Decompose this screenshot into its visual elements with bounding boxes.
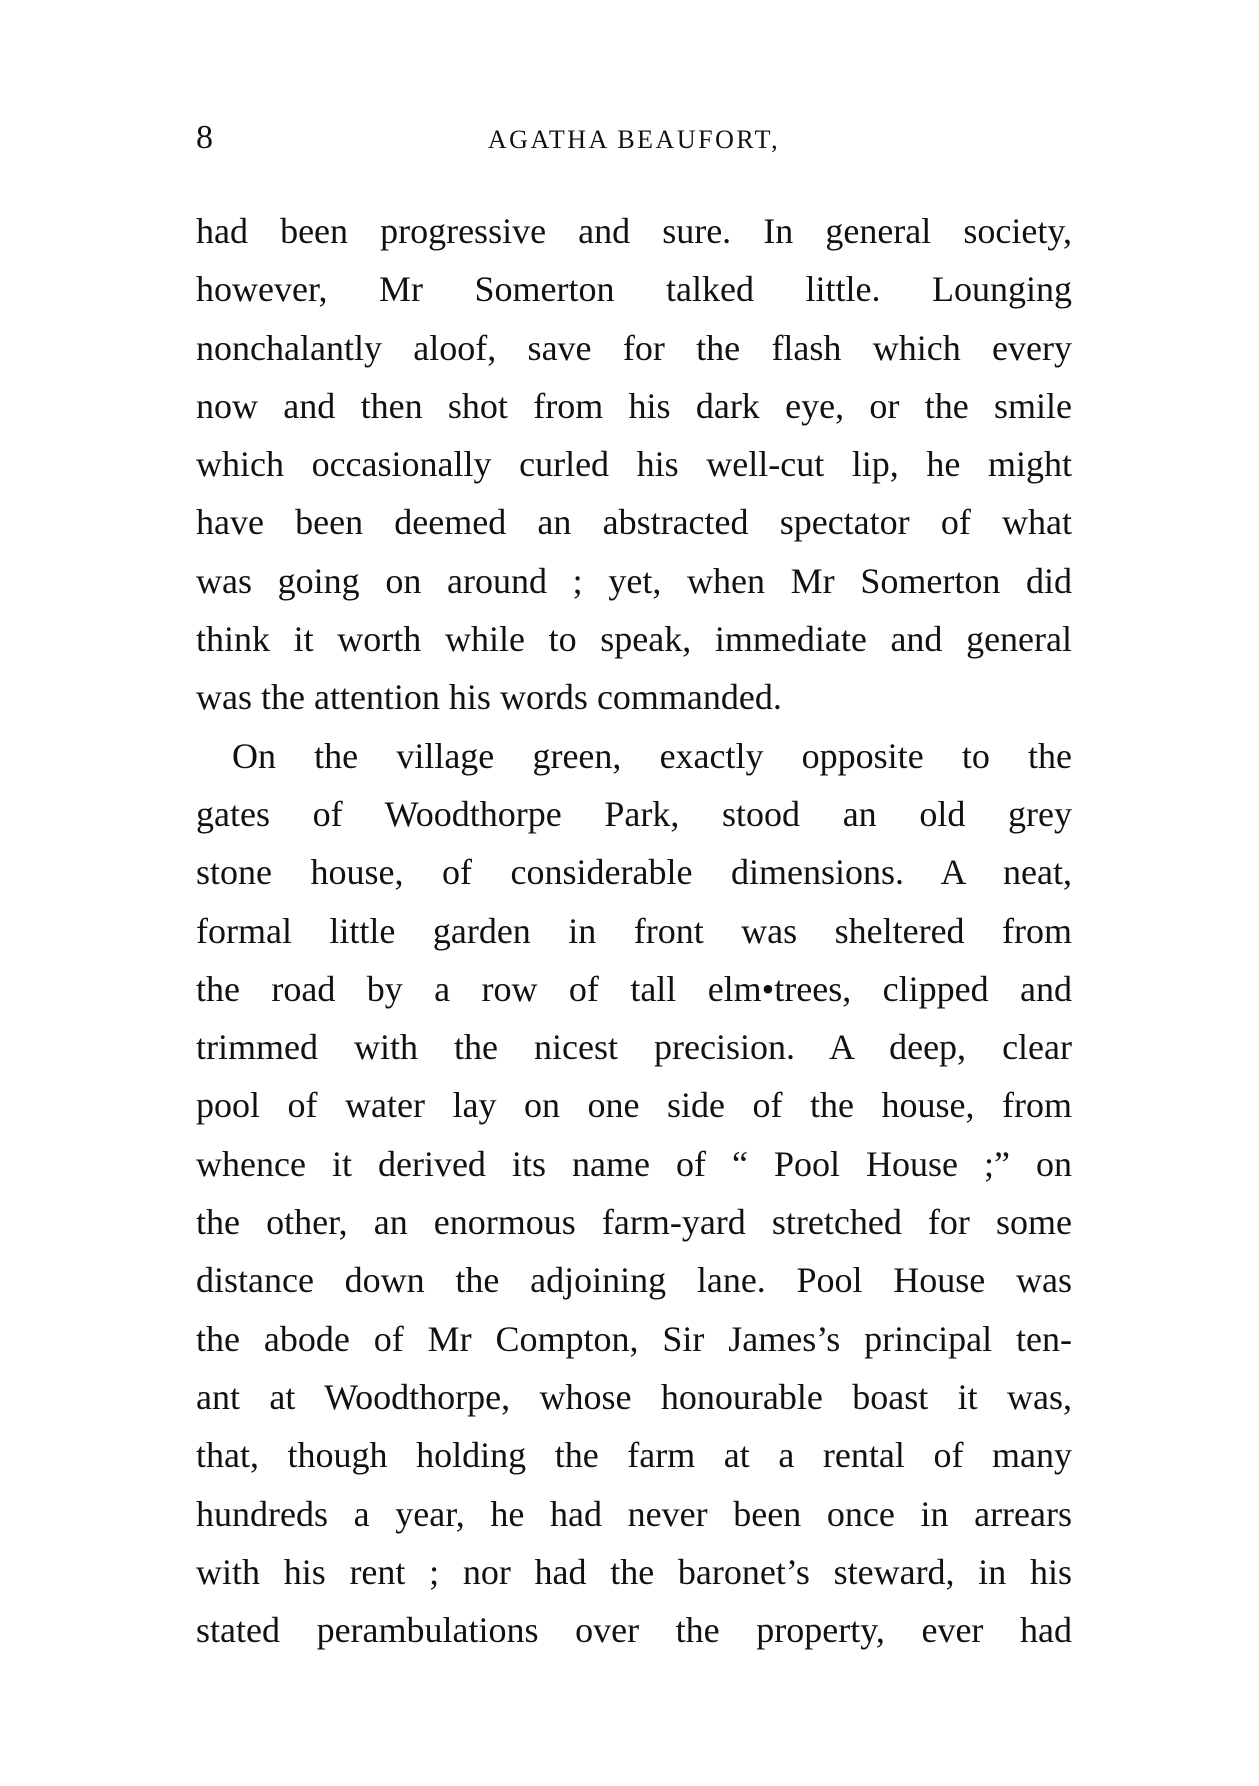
text-line: the road by a row of tall elm•trees, clipped and: [196, 968, 1072, 1009]
text-line: whence it derived its name of “ Pool House ;” on: [196, 1143, 1072, 1184]
text-line: gates of Woodthorpe Park, stood an old grey: [196, 793, 1072, 834]
text-line: was the attention his words commanded.: [196, 677, 782, 718]
text-line: think it worth while to speak, immediate and general: [196, 619, 1072, 660]
text-line: have been deemed an abstracted spectator of what: [196, 502, 1072, 543]
text-line: hundreds a year, he had never been once in arrears: [196, 1493, 1072, 1534]
text-line: distance down the adjoining lane. Pool House was: [196, 1260, 1072, 1301]
text-line: now and then shot from his dark eye, or the smile: [196, 385, 1072, 426]
page-number: 8: [196, 119, 213, 156]
text-line: formal little garden in front was sheltered from: [196, 910, 1072, 951]
text-line: ant at Woodthorpe, whose honourable boast it was,: [196, 1376, 1072, 1417]
text-line: On the village green, exactly opposite to the: [232, 735, 1072, 776]
text-line: trimmed with the nicest precision. A deep, clear: [196, 1027, 1072, 1068]
text-line: with his rent ; nor had the baronet’s steward, in his: [196, 1551, 1072, 1592]
text-line: pool of water lay on one side of the house, from: [196, 1085, 1072, 1126]
text-line: was going on around ; yet, when Mr Somerton did: [196, 560, 1072, 601]
body-text: [196, 202, 1072, 1659]
text-line: stated perambulations over the property, ever had: [196, 1610, 1072, 1651]
text-line: which occasionally curled his well-cut lip, he might: [196, 444, 1072, 485]
running-title: AGATHA BEAUFORT,: [487, 125, 781, 154]
running-head: [196, 118, 1072, 158]
text-line: however, Mr Somerton talked little. Lounging: [196, 269, 1072, 310]
text-line: stone house, of considerable dimensions. A neat,: [196, 852, 1072, 893]
text-line: the abode of Mr Compton, Sir James’s principal ten-: [196, 1318, 1072, 1359]
text-line: the other, an enormous farm-yard stretched for some: [196, 1202, 1072, 1243]
text-line: nonchalantly aloof, save for the flash which every: [196, 327, 1072, 368]
text-line: that, though holding the farm at a rental of many: [196, 1435, 1072, 1476]
text-line: had been progressive and sure. In general society,: [196, 211, 1072, 251]
